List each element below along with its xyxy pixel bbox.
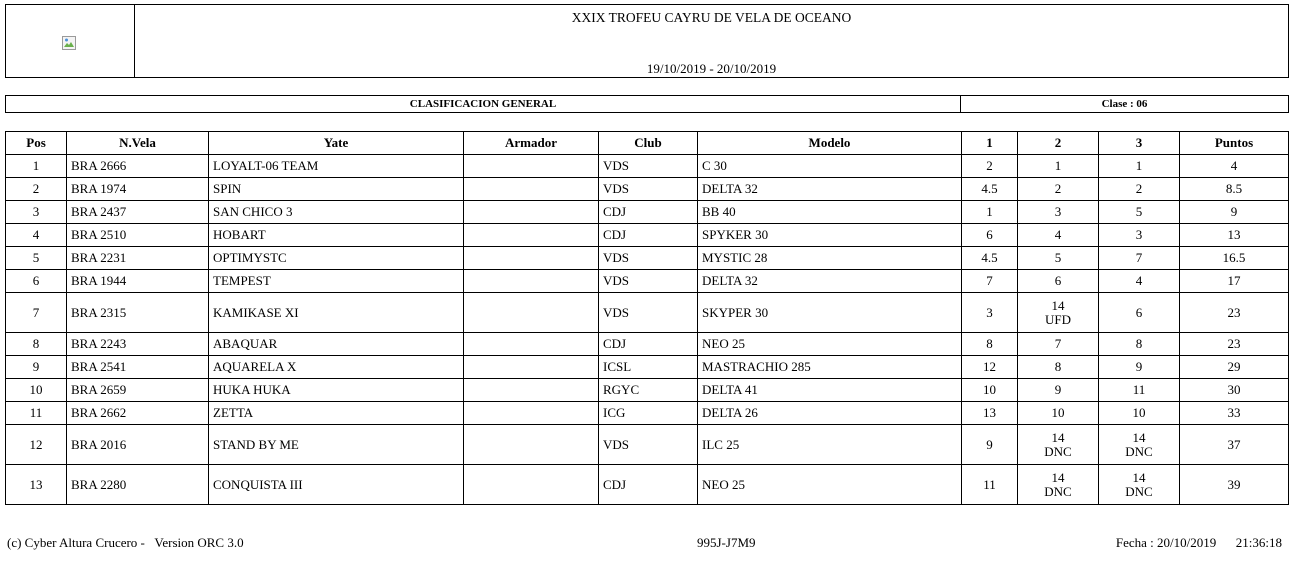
- race-score: 9: [986, 436, 993, 452]
- race-score: 13: [983, 405, 996, 420]
- cell-race-1: [962, 247, 1018, 270]
- cell-sail-number: BRA 2016: [67, 425, 209, 465]
- cell-points: 39: [1227, 476, 1241, 492]
- cell-race-2: [1018, 356, 1099, 379]
- cell-race-1: [962, 224, 1018, 247]
- race-score: 14: [1051, 429, 1065, 445]
- cell-model: DELTA 41: [698, 379, 962, 402]
- cell-pos: 3: [6, 201, 67, 224]
- cell-race-3: [1099, 425, 1180, 465]
- table-row: [6, 178, 1288, 201]
- race-score: 14: [1132, 429, 1146, 445]
- col-yacht: Yate: [209, 132, 464, 155]
- cell-club: VDS: [599, 425, 698, 465]
- race-score: 9: [1054, 382, 1062, 397]
- class-label: Clase : 06: [1101, 98, 1148, 110]
- broken-image-icon: [62, 36, 76, 50]
- cell-club: CDJ: [599, 333, 698, 356]
- cell-yacht: AQUARELA X: [209, 356, 464, 379]
- race-score: 6: [1135, 304, 1143, 320]
- race-score: 7: [986, 273, 993, 288]
- cell-sail-number: BRA 2315: [67, 293, 209, 333]
- cell-race-1: [962, 425, 1018, 465]
- cell-race-1: [962, 178, 1018, 201]
- cell-race-3: [1099, 178, 1180, 201]
- report-date: Fecha : 20/10/2019 21:36:18: [1115, 535, 1282, 550]
- cell-club: CDJ: [599, 465, 698, 504]
- cell-race-3: [1099, 270, 1180, 293]
- race-penalty-code: DNC: [1125, 483, 1153, 499]
- cell-model: BB 40: [698, 201, 962, 224]
- cell-points: 23: [1180, 293, 1288, 333]
- cell-yacht: SAN CHICO 3: [209, 201, 464, 224]
- event-dates: 19/10/2019 - 20/10/2019: [646, 61, 777, 76]
- cell-club: CDJ: [599, 224, 698, 247]
- race-score: 4: [1135, 273, 1143, 288]
- table-row: [6, 247, 1288, 270]
- cell-club: ICSL: [599, 356, 698, 379]
- race-score: 1: [986, 204, 993, 219]
- race-score: 4.5: [981, 181, 998, 196]
- table-row: [6, 465, 1288, 504]
- cell-yacht: STAND BY ME: [209, 425, 464, 465]
- cell-race-3: [1099, 356, 1180, 379]
- race-score: 5: [1135, 204, 1143, 219]
- cell-owner: [464, 224, 599, 247]
- cell-club: RGYC: [599, 379, 698, 402]
- registration-code: 995J-J7M9: [697, 535, 756, 550]
- results-table: [5, 131, 1289, 505]
- race-score: 8: [1054, 359, 1062, 374]
- cell-race-1: [962, 201, 1018, 224]
- race-score: 2: [1135, 181, 1143, 196]
- cell-sail-number: BRA 2659: [67, 379, 209, 402]
- table-row: [6, 270, 1288, 293]
- race-score: 9: [1135, 359, 1143, 374]
- cell-club: ICG: [599, 402, 698, 425]
- race-score: 11: [1132, 382, 1146, 397]
- race-penalty-code: DNC: [1125, 443, 1153, 459]
- col-race-3: 3: [1099, 132, 1180, 155]
- race-score: 12: [983, 359, 996, 374]
- classification-title: CLASIFICACION GENERAL: [6, 96, 961, 112]
- cell-owner: [464, 465, 599, 504]
- cell-owner: [464, 247, 599, 270]
- cell-club: CDJ: [599, 201, 698, 224]
- cell-yacht: HUKA HUKA: [209, 379, 464, 402]
- col-race-1: 1: [962, 132, 1018, 155]
- table-row: [6, 224, 1288, 247]
- col-race-2: 2: [1018, 132, 1099, 155]
- cell-race-3: [1099, 379, 1180, 402]
- cell-model: MASTRACHIO 285: [698, 356, 962, 379]
- race-score: 8: [986, 336, 993, 351]
- col-points: Puntos: [1180, 132, 1288, 155]
- cell-sail-number: BRA 2243: [67, 333, 209, 356]
- cell-club: VDS: [599, 270, 698, 293]
- cell-yacht: TEMPEST: [209, 270, 464, 293]
- cell-race-3: [1099, 155, 1180, 178]
- cell-race-3: [1099, 224, 1180, 247]
- race-score: 3: [986, 304, 993, 320]
- cell-pos: 7: [6, 293, 67, 333]
- cell-model: DELTA 32: [698, 270, 962, 293]
- table-row: [6, 379, 1288, 402]
- race-score: 8: [1135, 336, 1143, 351]
- cell-points: 29: [1180, 356, 1288, 379]
- cell-race-3: [1099, 201, 1180, 224]
- cell-owner: [464, 270, 599, 293]
- logo-cell: [6, 5, 135, 77]
- cell-sail-number: BRA 2541: [67, 356, 209, 379]
- cell-yacht: ABAQUAR: [209, 333, 464, 356]
- cell-race-2: [1018, 178, 1099, 201]
- cell-race-1: [962, 402, 1018, 425]
- cell-race-2: [1018, 333, 1099, 356]
- cell-sail-number: BRA 2510: [67, 224, 209, 247]
- title-cell: [135, 5, 1288, 77]
- race-score: 4.5: [981, 250, 998, 265]
- cell-yacht: LOYALT-06 TEAM: [209, 155, 464, 178]
- cell-race-3: [1099, 465, 1180, 504]
- race-penalty-code: DNC: [1044, 443, 1072, 459]
- race-score: 10: [983, 382, 996, 397]
- cell-owner: [464, 155, 599, 178]
- race-score: 10: [1132, 405, 1146, 420]
- race-score: 4: [1054, 227, 1062, 242]
- race-score: 14: [1132, 469, 1146, 485]
- table-row: [6, 356, 1288, 379]
- cell-race-1: [962, 155, 1018, 178]
- race-score: 14: [1051, 297, 1065, 313]
- cell-points: 23: [1180, 333, 1288, 356]
- cell-model: SKYPER 30: [698, 293, 962, 333]
- race-score: 6: [1054, 273, 1062, 288]
- cell-owner: [464, 293, 599, 333]
- cell-pos: 13: [6, 465, 67, 504]
- cell-pos: 8: [6, 333, 67, 356]
- cell-race-1: [962, 293, 1018, 333]
- cell-yacht: HOBART: [209, 224, 464, 247]
- cell-club: VDS: [599, 247, 698, 270]
- cell-pos: 11: [6, 402, 67, 425]
- cell-race-2: [1018, 379, 1099, 402]
- cell-pos: 9: [6, 356, 67, 379]
- cell-points: 9: [1180, 201, 1288, 224]
- cell-club: VDS: [599, 155, 698, 178]
- cell-model: DELTA 32: [698, 178, 962, 201]
- cell-race-2: [1018, 270, 1099, 293]
- race-score: 1: [1054, 158, 1062, 173]
- cell-race-1: [962, 465, 1018, 504]
- race-score: 2: [1054, 181, 1062, 196]
- cell-points: 37: [1180, 425, 1288, 465]
- table-header-row: [6, 132, 1288, 155]
- cell-points: 16.5: [1180, 247, 1288, 270]
- event-header: [5, 4, 1289, 78]
- cell-race-2: [1018, 425, 1099, 465]
- table-row: [6, 333, 1288, 356]
- race-score: 11: [983, 476, 996, 492]
- col-pos: Pos: [6, 132, 67, 155]
- cell-yacht: SPIN: [209, 178, 464, 201]
- event-title: XXIX TROFEU CAYRU DE VELA DE OCEANO: [571, 10, 852, 25]
- table-row: [6, 402, 1288, 425]
- copyright-text: (c) Cyber Altura Crucero - Version ORC 3.0: [7, 535, 244, 550]
- cell-pos: 5: [6, 247, 67, 270]
- race-score: 2: [986, 158, 993, 173]
- cell-owner: [464, 178, 599, 201]
- cell-race-2: [1018, 293, 1099, 333]
- cell-sail-number: BRA 2662: [67, 402, 209, 425]
- cell-points: 4: [1180, 155, 1288, 178]
- cell-owner: [464, 379, 599, 402]
- cell-pos: 12: [6, 425, 67, 465]
- cell-race-3: [1099, 333, 1180, 356]
- race-score: 3: [1135, 227, 1143, 242]
- cell-sail-number: BRA 2437: [67, 201, 209, 224]
- cell-yacht: OPTIMYSTC: [209, 247, 464, 270]
- cell-race-2: [1018, 155, 1099, 178]
- table-row: [6, 293, 1288, 333]
- cell-pos: 2: [6, 178, 67, 201]
- cell-model: MYSTIC 28: [698, 247, 962, 270]
- cell-model: ILC 25: [698, 425, 962, 465]
- cell-pos: 10: [6, 379, 67, 402]
- cell-club: VDS: [599, 178, 698, 201]
- cell-owner: [464, 333, 599, 356]
- race-score: 7: [1054, 336, 1062, 351]
- table-row: [6, 201, 1288, 224]
- cell-pos: 4: [6, 224, 67, 247]
- race-score: 7: [1135, 250, 1143, 265]
- cell-race-2: [1018, 247, 1099, 270]
- col-club: Club: [599, 132, 698, 155]
- cell-race-2: [1018, 402, 1099, 425]
- cell-yacht: CONQUISTA III: [209, 465, 464, 504]
- cell-model: C 30: [698, 155, 962, 178]
- cell-yacht: KAMIKASE XI: [209, 293, 464, 333]
- cell-points: 13: [1180, 224, 1288, 247]
- cell-sail-number: BRA 2280: [67, 465, 209, 504]
- cell-race-3: [1099, 247, 1180, 270]
- cell-pos: 1: [6, 155, 67, 178]
- cell-race-3: [1099, 293, 1180, 333]
- table-row: [6, 425, 1288, 465]
- race-score: 6: [986, 227, 993, 242]
- cell-race-3: [1099, 402, 1180, 425]
- cell-pos: 6: [6, 270, 67, 293]
- col-owner: Armador: [464, 132, 599, 155]
- cell-model: DELTA 26: [698, 402, 962, 425]
- cell-race-2: [1018, 201, 1099, 224]
- cell-race-2: [1018, 465, 1099, 504]
- cell-race-1: [962, 270, 1018, 293]
- cell-model: SPYKER 30: [698, 224, 962, 247]
- cell-race-1: [962, 379, 1018, 402]
- race-penalty-code: UFD: [1044, 311, 1071, 327]
- race-penalty-code: DNC: [1044, 483, 1072, 499]
- cell-owner: [464, 201, 599, 224]
- cell-race-2: [1018, 224, 1099, 247]
- race-score: 10: [1051, 405, 1065, 420]
- race-score: 3: [1054, 204, 1062, 219]
- cell-race-1: [962, 356, 1018, 379]
- col-model: Modelo: [698, 132, 962, 155]
- cell-yacht: ZETTA: [209, 402, 464, 425]
- race-score: 14: [1051, 469, 1065, 485]
- race-score: 5: [1054, 250, 1062, 265]
- cell-sail-number: BRA 2231: [67, 247, 209, 270]
- race-score: 1: [1135, 158, 1143, 173]
- col-sail: N.Vela: [67, 132, 209, 155]
- cell-model: NEO 25: [698, 465, 962, 504]
- cell-points: 30: [1180, 379, 1288, 402]
- cell-points: 17: [1180, 270, 1288, 293]
- cell-sail-number: BRA 2666: [67, 155, 209, 178]
- classification-bar: [5, 95, 1289, 113]
- cell-owner: [464, 356, 599, 379]
- cell-race-1: [962, 333, 1018, 356]
- table-row: [6, 155, 1288, 178]
- cell-sail-number: BRA 1944: [67, 270, 209, 293]
- cell-model: NEO 25: [698, 333, 962, 356]
- cell-owner: [464, 425, 599, 465]
- cell-points: 8.5: [1180, 178, 1288, 201]
- cell-owner: [464, 402, 599, 425]
- cell-sail-number: BRA 1974: [67, 178, 209, 201]
- cell-club: VDS: [599, 293, 698, 333]
- cell-points: 33: [1180, 402, 1288, 425]
